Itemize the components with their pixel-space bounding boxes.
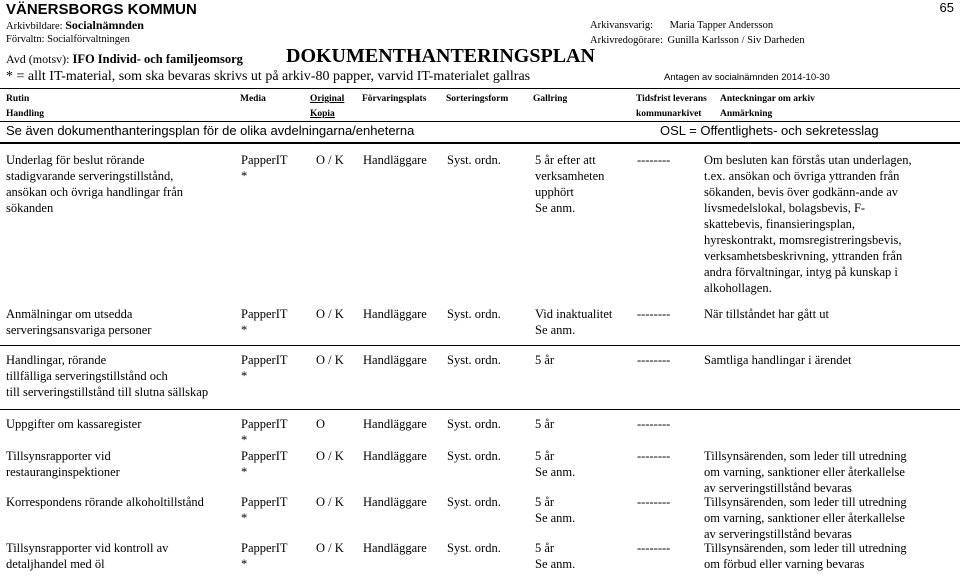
organization-name: VÄNERSBORGS KOMMUN — [6, 1, 197, 18]
column-kommunarkivet: kommunarkivet — [636, 109, 702, 119]
row-media: PapperIT * — [241, 353, 288, 383]
arkivredogorare — [590, 35, 805, 46]
row-anmarkning: När tillståndet har gått ut — [704, 307, 829, 321]
row-original-kopia: O / K — [316, 449, 344, 463]
row-original-kopia: O — [316, 417, 326, 431]
row-gallring: 5 år Se anm. — [535, 495, 576, 525]
row-forvaringsplats: Handläggare — [363, 417, 427, 431]
column-header-rutin — [6, 92, 44, 122]
row-original-kopia: O / K — [316, 353, 344, 367]
page-number: 65 — [939, 0, 954, 15]
row-gallring: 5 år Se anm. — [535, 449, 576, 479]
arkivredogorare-label: Arkivredogörare: — [590, 35, 663, 46]
arkivansvarig-value: Maria Tapper Andersson — [669, 20, 774, 31]
column-anmarkning: Anmärkning — [720, 109, 773, 119]
row-media: PapperIT * — [241, 541, 288, 571]
row-sorteringsform: Syst. ordn. — [447, 449, 501, 463]
arkivbildare-label: Arkivbildare: — [6, 21, 63, 32]
column-gallring: Gallring — [533, 94, 568, 104]
row-sorteringsform: Syst. ordn. — [447, 495, 501, 509]
avdelning — [6, 52, 243, 67]
arkivansvarig — [590, 20, 773, 31]
column-tidsfrist: Tidsfrist leverans — [636, 94, 707, 104]
row-gallring: Vid inaktualitet Se anm. — [535, 307, 613, 337]
row-forvaringsplats: Handläggare — [363, 449, 427, 463]
avdelning-label: Avd (motsv): — [6, 52, 70, 66]
column-forvaringsplats: Förvaringsplats — [362, 94, 427, 104]
row-tidsfrist: -------- — [637, 417, 671, 431]
row-handling: Tillsynsrapporter vid kontroll av detaljhandel med öl — [6, 541, 169, 571]
osl-definition: OSL = Offentlighets- och sekretesslag — [660, 123, 879, 138]
row-media: PapperIT * — [241, 153, 288, 183]
row-tidsfrist: -------- — [637, 353, 671, 367]
arkivansvarig-label: Arkivansvarig: — [590, 20, 653, 31]
row-tidsfrist: -------- — [637, 495, 671, 509]
adopted-date: Antagen av socialnämnden 2014-10-30 — [664, 72, 830, 83]
avdelning-value: IFO Individ- och familjeomsorg — [72, 52, 243, 66]
row-anmarkning: Om besluten kan förstås utan underlagen, t.ex. ansökan och övriga yttranden från sökanden, bevis över godkänn-ande av livsmedelslokal, bolagsbevis, F-skattebevis, finansieringsplan, hyreskontrakt, momsregistreringsbevis, verksamhetsbeskrivning, yttranden från andra förvaltningar, intyg på kunskap i alkohollagen. — [704, 153, 912, 295]
row-forvaringsplats: Handläggare — [363, 541, 427, 555]
row-gallring: 5 år Se anm. — [535, 541, 576, 571]
row-anmarkning: Tillsynsärenden, som leder till utredning om varning, sanktioner eller återkallelse av serveringstillstånd bevaras — [704, 449, 907, 495]
row-handling: Tillsynsrapporter vid restauranginspektioner — [6, 449, 120, 479]
arkivredogorare-value: Gunilla Karlsson / Siv Darheden — [667, 35, 805, 46]
row-tidsfrist: -------- — [637, 307, 671, 321]
row-tidsfrist: -------- — [637, 153, 671, 167]
row-media: PapperIT * — [241, 307, 288, 337]
row-tidsfrist: -------- — [637, 541, 671, 555]
row-handling: Uppgifter om kassaregister — [6, 417, 142, 431]
row-handling: Underlag för beslut rörande stadigvarande serveringstillstånd, ansökan och övriga handlingar från sökanden — [6, 153, 184, 215]
row-sorteringsform: Syst. ordn. — [447, 307, 501, 321]
row-sorteringsform: Syst. ordn. — [447, 541, 501, 555]
row-original-kopia: O / K — [316, 153, 344, 167]
it-material-note: * = allt IT-material, som ska bevaras skrivs ut på arkiv-80 papper, varvid IT-materialet gallras — [6, 69, 531, 84]
arkivbildare — [6, 18, 144, 33]
column-header-original — [310, 92, 344, 122]
row-anmarkning: Samtliga handlingar i ärendet — [704, 353, 852, 367]
row-forvaringsplats: Handläggare — [363, 353, 427, 367]
row-gallring: 5 år — [535, 417, 555, 431]
row-media: PapperIT * — [241, 495, 288, 525]
column-rutin: Rutin — [6, 94, 30, 104]
row-sorteringsform: Syst. ordn. — [447, 417, 501, 431]
row-forvaringsplats: Handläggare — [363, 495, 427, 509]
column-handling: Handling — [6, 109, 45, 119]
column-sorteringsform: Sorteringsform — [446, 94, 509, 104]
row-forvaringsplats: Handläggare — [363, 153, 427, 167]
row-handling: Anmälningar om utsedda serveringsansvariga personer — [6, 307, 152, 337]
document-title: DOKUMENTHANTERINGSPLAN — [286, 45, 595, 67]
row-media: PapperIT * — [241, 417, 288, 447]
forvaltning: Förvaltn: Socialförvaltningen — [6, 34, 130, 45]
see-also-note: Se även dokumenthanteringsplan för de olika avdelningarna/enheterna — [6, 123, 415, 138]
row-handling: Handlingar, rörande tillfälliga serveringstillstånd och till serveringstillstånd till slutna sällskap — [6, 353, 209, 399]
row-media: PapperIT * — [241, 449, 288, 479]
row-sorteringsform: Syst. ordn. — [447, 153, 501, 167]
column-original: Original — [310, 94, 345, 104]
row-anmarkning: Tillsynsärenden, som leder till utredning om varning, sanktioner eller återkallelse av serveringstillstånd bevaras — [704, 495, 907, 541]
row-original-kopia: O / K — [316, 495, 344, 509]
column-anteckningar: Anteckningar om arkiv — [720, 94, 815, 104]
row-tidsfrist: -------- — [637, 449, 671, 463]
row-handling: Korrespondens rörande alkoholtillstånd — [6, 495, 204, 509]
row-original-kopia: O / K — [316, 307, 344, 321]
column-media: Media — [240, 94, 266, 104]
row-gallring: 5 år efter att verksamheten upphört Se anm. — [535, 153, 605, 215]
arkivbildare-value: Socialnämnden — [65, 18, 144, 32]
row-gallring: 5 år — [535, 353, 555, 367]
row-forvaringsplats: Handläggare — [363, 307, 427, 321]
row-original-kopia: O / K — [316, 541, 344, 555]
row-anmarkning: Tillsynsärenden, som leder till utredning om förbud eller varning bevaras — [704, 541, 907, 571]
column-header-tidsfrist — [636, 92, 707, 122]
column-header-anteckningar — [720, 92, 815, 122]
row-sorteringsform: Syst. ordn. — [447, 353, 501, 367]
column-kopia: Kopia — [310, 109, 335, 119]
